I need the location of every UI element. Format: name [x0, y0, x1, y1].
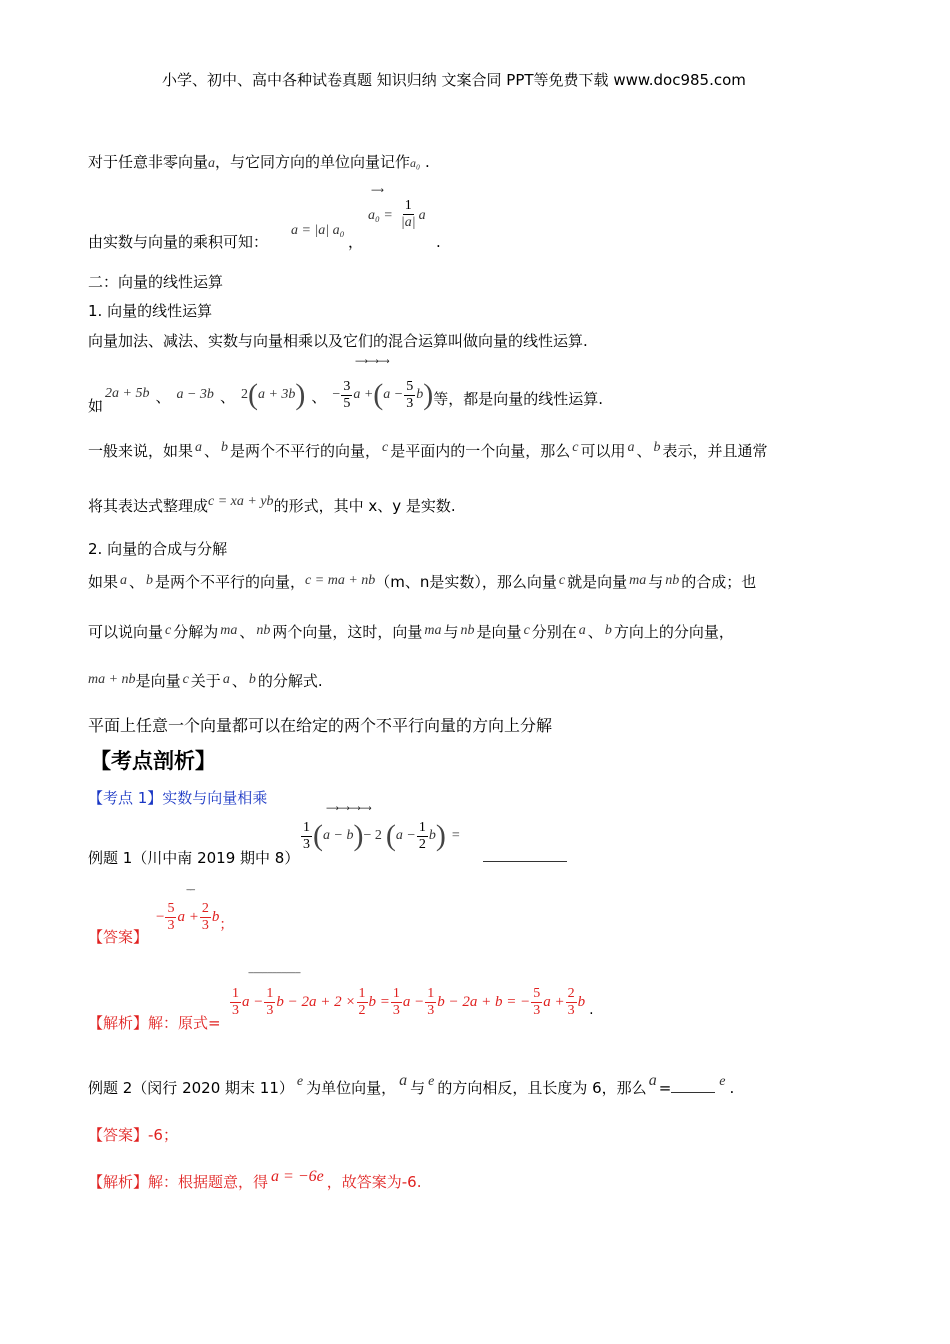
- text: 是平面内的一个向量，那么: [390, 442, 571, 460]
- text: 分别在: [531, 623, 577, 641]
- var-a: a: [195, 440, 203, 455]
- vector-arrows-icon: ⟶⟶⟶: [355, 357, 388, 367]
- var-a: a: [648, 1072, 657, 1089]
- answer-expr: [156, 895, 233, 939]
- var-a: a: [399, 1072, 408, 1089]
- sep: 、: [219, 388, 235, 406]
- var-e: e: [296, 1074, 304, 1089]
- answer-blank: [671, 1092, 715, 1093]
- expr: b − 2a + b = −: [437, 993, 531, 1010]
- paren-left: (: [247, 378, 258, 411]
- fraction: [357, 986, 368, 1019]
- expr: a −: [242, 993, 264, 1010]
- expr: a −: [395, 828, 416, 843]
- text: 可以说向量: [88, 623, 164, 641]
- denominator: 3: [392, 1002, 400, 1018]
- expr: a −: [402, 993, 425, 1010]
- text: 的合成；也: [681, 573, 757, 591]
- numerator: 1: [232, 985, 239, 1001]
- solution-label: 【解析】: [88, 1014, 149, 1032]
- var-nb: nb: [460, 623, 475, 638]
- solution-line: [88, 1168, 422, 1193]
- var-b: b: [146, 573, 154, 588]
- minus-2: − 2: [363, 828, 382, 843]
- expr-c-ma-nb: c = ma + nb: [305, 573, 376, 588]
- expr-a-3b: a − 3b: [176, 387, 214, 402]
- example-2-line: [88, 1072, 735, 1100]
- text: 的形式，其中 x、y 是实数.: [273, 497, 456, 515]
- sep: 、: [311, 388, 327, 406]
- denominator: 3: [427, 1002, 435, 1018]
- semicolon: ；: [219, 917, 234, 933]
- denominator: 5: [343, 395, 351, 411]
- var-c: c: [382, 440, 389, 455]
- text: 如: [88, 397, 104, 415]
- numerator: 5: [167, 900, 175, 916]
- expr: b =: [368, 993, 390, 1010]
- expr: a − b: [323, 828, 354, 843]
- var-c: c: [165, 623, 172, 638]
- numerator: 5: [406, 378, 414, 394]
- text: 可以用: [580, 442, 626, 460]
- text: 是两个不平行的向量，: [230, 442, 381, 460]
- general-line: 一般来说，如果 a 、 b 是两个不平行的向量， c 是平面内的一个向量，那么 c 可以用 a 、 b 表示，并且通常: [88, 440, 768, 460]
- fraction-1-over-abs-a: [399, 198, 418, 231]
- text: 的方向相反，且长度为 6，那么: [437, 1079, 647, 1097]
- denominator: 3: [167, 917, 175, 933]
- equals: =: [658, 1079, 672, 1097]
- example-1-label: 例题 1（川中南 2019 期中 8）: [88, 849, 300, 867]
- expr-a-plus: a +: [353, 387, 374, 402]
- answer-label: 【答案】: [88, 928, 149, 946]
- comma: ，: [348, 233, 364, 251]
- var-ma: ma: [220, 623, 238, 638]
- var-a: a: [627, 440, 635, 455]
- solution-line: [88, 1013, 221, 1033]
- fraction: [391, 986, 402, 1019]
- text: 两个向量，这时，向量: [272, 623, 423, 641]
- text: 的分解式.: [257, 672, 323, 690]
- text: 方向上的分向量，: [613, 623, 734, 641]
- var-a: a: [222, 672, 230, 687]
- numerator: 1: [404, 198, 412, 213]
- text: 就是向量: [567, 573, 628, 591]
- answer-label: 【答案】: [88, 1126, 149, 1144]
- subsection-title: 2. 向量的合成与分解: [88, 540, 228, 558]
- text: 关于: [190, 672, 221, 690]
- formula-a-eq-abs-a-a0: a = |a| a₀: [291, 223, 345, 238]
- var-b: b: [653, 440, 661, 455]
- decomp-line-3: ma + nb是向量 c 关于 a 、 b 的分解式.: [88, 672, 323, 690]
- example-2-label: 例题 2（闵行 2020 期末 11）: [88, 1079, 294, 1097]
- paren-right: ): [353, 819, 364, 852]
- denominator: 3: [406, 395, 414, 411]
- numerator: 1: [358, 985, 366, 1001]
- text: .: [424, 153, 430, 171]
- a0-eq: a₀ =: [368, 208, 393, 223]
- expr-ma-nb: ma + nb: [88, 672, 136, 687]
- fraction: [264, 986, 275, 1019]
- closing-text: 平面上任意一个向量都可以在给定的两个不平行向量的方向上分解: [88, 716, 553, 735]
- var-b: b: [248, 672, 256, 687]
- numerator: 2: [201, 900, 209, 916]
- text: 一般来说，如果: [88, 442, 194, 460]
- var-c: c: [572, 440, 579, 455]
- fraction-3-5: [341, 379, 352, 412]
- fraction-2-3: [200, 901, 211, 934]
- period: .: [436, 233, 441, 251]
- var-nb: nb: [665, 573, 680, 588]
- numerator: 1: [303, 819, 310, 835]
- decomp-line-2: 可以说向量 c 分解为 ma 、 nb 两个向量，这时，向量 ma 与 nb 是向量 c 分别在 a 、 b 方向上的分向量，: [88, 623, 734, 641]
- fraction-5-3: [165, 901, 176, 934]
- formula-a0: [368, 198, 426, 231]
- fraction: [230, 986, 241, 1019]
- subsection-title: 1. 向量的线性运算: [88, 302, 213, 320]
- numerator: 1: [392, 985, 400, 1001]
- section-title: 二：向量的线性运算: [88, 273, 224, 291]
- example-1-question: [300, 814, 460, 858]
- paren-left: (: [373, 378, 384, 411]
- vector-arrow-icon: ⟶: [371, 186, 382, 196]
- var-b: b: [604, 623, 612, 638]
- solution-prefix: 解：原式=: [148, 1014, 221, 1032]
- var-nb: nb: [256, 623, 271, 638]
- vector-arrows-icon: ‒‒: [186, 885, 194, 895]
- numerator: 1: [266, 985, 274, 1001]
- unit-vector-line: [88, 152, 430, 174]
- denominator: 3: [533, 1002, 541, 1018]
- minus: −: [332, 387, 341, 402]
- var-b: b: [221, 440, 229, 455]
- expr-a-3b-paren: a + 3b: [257, 387, 296, 402]
- answer-value: -6；: [148, 1126, 178, 1144]
- denominator: 3: [201, 917, 209, 933]
- paren-right: ): [295, 378, 306, 411]
- var-b: b: [577, 993, 586, 1010]
- equals: =: [451, 828, 460, 843]
- text: 与: [410, 1079, 426, 1097]
- denominator: 2: [358, 1002, 366, 1018]
- text: 等，都是向量的线性运算.: [433, 390, 604, 408]
- numerator: 1: [418, 819, 426, 835]
- decomp-line-1: 如果 a 、 b 是两个不平行的向量，c = ma + nb（m、n是实数），那么向量 c 就是向量 ma 与 nb 的合成；也: [88, 573, 757, 591]
- vector-arrows-icon: ‒‒‒‒‒‒‒‒‒‒‒: [248, 968, 300, 978]
- analysis-heading: 【考点剖析】: [90, 749, 216, 773]
- answer-blank: [483, 861, 567, 862]
- paren-right: ): [423, 378, 434, 411]
- vector-arrows-icon: ⟶⟶⟶⟶: [326, 804, 370, 814]
- solution-suffix: ，故答案为-6.: [326, 1173, 422, 1191]
- text: 如果: [88, 573, 119, 591]
- coef-2: 2: [240, 387, 248, 402]
- text: 与: [443, 623, 459, 641]
- fraction: [566, 986, 577, 1019]
- expr-a-eq-minus-6e: a = −6e: [271, 1168, 324, 1185]
- page-header: 小学、初中、高中各种试卷真题 知识归纳 文案合同 PPT等免费下载 www.doc985.com: [162, 71, 746, 89]
- expr: a +: [177, 908, 199, 925]
- text: 分解为: [173, 623, 219, 641]
- fraction: [425, 986, 436, 1019]
- fraction-1-3: [301, 820, 312, 853]
- text: （m、n是实数），那么向量: [375, 573, 557, 591]
- expr: b − 2a + 2 ×: [276, 993, 356, 1010]
- expr-a-minus: a −: [383, 387, 404, 402]
- denominator: |a|: [400, 215, 416, 230]
- var-c: c: [558, 573, 566, 588]
- text: 是两个不平行的向量，: [155, 573, 306, 591]
- text: 将其表达式整理成: [88, 497, 209, 515]
- product-prefix: 由实数与向量的乘积可知：: [88, 233, 269, 251]
- answer-line: [88, 1125, 178, 1145]
- text: 对于任意非零向量: [88, 153, 209, 171]
- var-e: e: [428, 1074, 435, 1089]
- text: 表示，并且通常: [662, 442, 768, 460]
- paren-left: (: [313, 819, 323, 852]
- numerator: 3: [343, 378, 351, 394]
- denominator: 2: [418, 836, 426, 852]
- var-b: b: [416, 387, 424, 402]
- minus: −: [156, 908, 165, 925]
- var-c: c: [523, 623, 530, 638]
- var-ma: ma: [629, 573, 647, 588]
- expr: a +: [543, 993, 565, 1010]
- solution-label: 【解析】: [88, 1173, 149, 1191]
- denominator: 3: [232, 1002, 239, 1018]
- paren-left: (: [385, 819, 396, 852]
- fraction: [531, 986, 542, 1019]
- period: .: [729, 1079, 735, 1097]
- text: ，与它同方向的单位向量记作: [215, 153, 411, 171]
- period: .: [589, 1002, 594, 1018]
- var-a: a: [578, 623, 586, 638]
- form-line: [88, 496, 456, 518]
- fraction-1-2: [417, 820, 428, 853]
- numerator: 5: [533, 985, 541, 1001]
- text: 是向量: [476, 623, 522, 641]
- var-c: c: [182, 672, 189, 687]
- solution-expr: [229, 978, 594, 1026]
- expr-c-xa-yb: c = xa + yb: [208, 494, 274, 509]
- definition-text: 向量加法、减法、实数与向量相乘以及它们的混合运算叫做向量的线性运算.: [88, 332, 588, 350]
- expr-2a-5b: 2a + 5b: [105, 386, 150, 401]
- denominator: 3: [567, 1002, 575, 1018]
- sep: 、: [155, 388, 171, 406]
- solution-prefix: 解：根据题意，得: [148, 1173, 269, 1191]
- text: 为单位向量，: [306, 1079, 397, 1097]
- examples-line: [88, 370, 603, 420]
- point-1-label: 【考点 1】实数与向量相乘: [88, 789, 268, 807]
- var-a: a: [418, 208, 426, 223]
- paren-right: ): [435, 819, 446, 852]
- denominator: 3: [303, 836, 310, 852]
- text: 与: [648, 573, 664, 591]
- numerator: 2: [567, 985, 575, 1001]
- text: 是向量: [135, 672, 181, 690]
- denominator: 3: [266, 1002, 274, 1018]
- var-b: b: [428, 828, 436, 843]
- var-a: a: [120, 573, 128, 588]
- var-a: a: [208, 156, 216, 171]
- var-ma: ma: [424, 623, 442, 638]
- var-b: b: [211, 908, 220, 925]
- fraction-5-3: [404, 379, 415, 412]
- var-a0: a₀: [410, 156, 421, 170]
- var-e: e: [719, 1074, 726, 1089]
- numerator: 1: [427, 985, 435, 1001]
